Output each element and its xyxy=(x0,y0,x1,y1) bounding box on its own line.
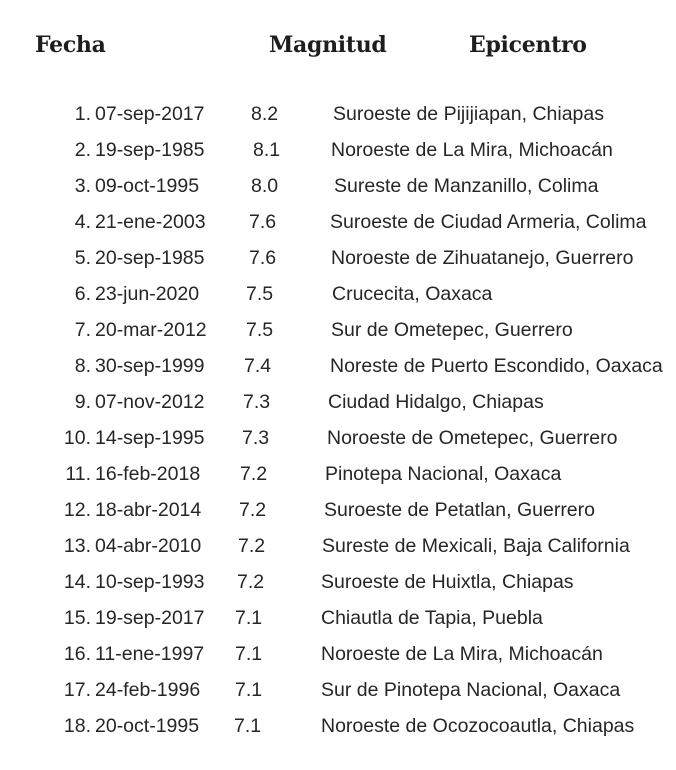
row-number: 7. xyxy=(74,319,91,341)
row-magnitude: 7.6 xyxy=(249,247,277,269)
row-number: 8. xyxy=(74,355,91,377)
row-magnitude: 7.2 xyxy=(238,535,266,557)
row-date: 30-sep-1999 xyxy=(95,355,205,377)
row-date: 23-jun-2020 xyxy=(95,283,200,305)
row-epicenter: Sur de Pinotepa Nacional, Oaxaca xyxy=(321,679,621,701)
row-number: 2. xyxy=(74,139,91,161)
row-date: 20-sep-1985 xyxy=(95,247,205,269)
row-magnitude: 7.6 xyxy=(249,211,277,233)
row-magnitude: 7.5 xyxy=(246,319,274,341)
list-item xyxy=(0,673,676,709)
row-number: 14. xyxy=(63,571,91,593)
list-item xyxy=(0,385,676,421)
row-magnitude: 8.1 xyxy=(253,139,281,161)
list-item xyxy=(0,349,676,385)
row-date: 07-nov-2012 xyxy=(95,391,205,413)
row-date: 20-oct-1995 xyxy=(95,715,200,737)
list-item xyxy=(0,637,676,673)
row-magnitude: 7.3 xyxy=(243,391,271,413)
list-item xyxy=(0,313,676,349)
list-item xyxy=(0,457,676,493)
row-date: 20-mar-2012 xyxy=(95,319,207,341)
row-magnitude: 7.1 xyxy=(234,715,262,737)
row-number: 15. xyxy=(63,607,91,629)
row-magnitude: 7.2 xyxy=(239,499,267,521)
row-date: 19-sep-1985 xyxy=(95,139,205,161)
row-date: 10-sep-1993 xyxy=(95,571,205,593)
row-epicenter: Noroeste de Ocozocoautla, Chiapas xyxy=(321,715,635,737)
row-epicenter: Suroeste de Ciudad Armeria, Colima xyxy=(330,211,647,233)
list-item xyxy=(0,709,676,745)
row-number: 12. xyxy=(63,499,91,521)
row-magnitude: 8.2 xyxy=(251,103,279,125)
list-item xyxy=(0,241,676,277)
row-epicenter: Suroeste de Petatlan, Guerrero xyxy=(324,499,595,521)
row-epicenter: Ciudad Hidalgo, Chiapas xyxy=(328,391,544,413)
row-epicenter: Noroeste de La Mira, Michoacán xyxy=(331,139,613,161)
row-epicenter: Sureste de Mexicali, Baja California xyxy=(322,535,630,557)
row-date: 07-sep-2017 xyxy=(95,103,205,125)
row-number: 17. xyxy=(63,679,91,701)
row-epicenter: Suroeste de Pijijiapan, Chiapas xyxy=(333,103,605,125)
list-item xyxy=(0,493,676,529)
row-magnitude: 7.1 xyxy=(235,679,263,701)
earthquake-list xyxy=(0,97,676,745)
row-epicenter: Noroeste de La Mira, Michoacán xyxy=(321,643,603,665)
list-item xyxy=(0,97,676,133)
header-fecha: Fecha xyxy=(35,32,106,58)
row-date: 04-abr-2010 xyxy=(95,535,202,557)
row-epicenter: Noroeste de Zihuatanejo, Guerrero xyxy=(331,247,634,269)
list-item xyxy=(0,205,676,241)
row-magnitude: 7.1 xyxy=(235,643,263,665)
row-magnitude: 7.2 xyxy=(237,571,265,593)
row-magnitude: 8.0 xyxy=(251,175,279,197)
row-date: 11-ene-1997 xyxy=(95,643,205,665)
row-number: 13. xyxy=(63,535,91,557)
list-item xyxy=(0,169,676,205)
row-epicenter: Noroeste de Ometepec, Guerrero xyxy=(327,427,618,449)
row-magnitude: 7.5 xyxy=(246,283,274,305)
list-item xyxy=(0,277,676,313)
list-item xyxy=(0,133,676,169)
row-number: 18. xyxy=(63,715,91,737)
header-epicentro: Epicentro xyxy=(469,32,587,58)
list-item xyxy=(0,565,676,601)
row-number: 6. xyxy=(74,283,91,305)
list-item xyxy=(0,601,676,637)
row-number: 16. xyxy=(63,643,91,665)
row-magnitude: 7.2 xyxy=(240,463,268,485)
row-magnitude: 7.1 xyxy=(235,607,263,629)
row-date: 09-oct-1995 xyxy=(95,175,200,197)
list-item xyxy=(0,529,676,565)
list-item xyxy=(0,421,676,457)
row-date: 14-sep-1995 xyxy=(95,427,205,449)
row-epicenter: Chiautla de Tapia, Puebla xyxy=(321,607,543,629)
row-epicenter: Sur de Ometepec, Guerrero xyxy=(331,319,573,341)
row-number: 4. xyxy=(74,211,91,233)
row-epicenter: Suroeste de Huixtla, Chiapas xyxy=(321,571,574,593)
row-date: 19-sep-2017 xyxy=(95,607,205,629)
row-epicenter: Pinotepa Nacional, Oaxaca xyxy=(325,463,562,485)
row-number: 11. xyxy=(65,463,91,485)
row-number: 9. xyxy=(74,391,91,413)
row-date: 18-abr-2014 xyxy=(95,499,202,521)
row-date: 16-feb-2018 xyxy=(95,463,201,485)
row-date: 21-ene-2003 xyxy=(95,211,206,233)
row-magnitude: 7.4 xyxy=(244,355,272,377)
row-number: 3. xyxy=(74,175,91,197)
row-number: 10. xyxy=(63,427,91,449)
header-magnitud: Magnitud xyxy=(269,32,387,58)
row-epicenter: Noreste de Puerto Escondido, Oaxaca xyxy=(330,355,663,377)
row-epicenter: Sureste de Manzanillo, Colima xyxy=(334,175,599,197)
row-date: 24-feb-1996 xyxy=(95,679,201,701)
row-magnitude: 7.3 xyxy=(242,427,270,449)
row-epicenter: Crucecita, Oaxaca xyxy=(332,283,493,305)
row-number: 1. xyxy=(74,103,91,125)
row-number: 5. xyxy=(74,247,91,269)
